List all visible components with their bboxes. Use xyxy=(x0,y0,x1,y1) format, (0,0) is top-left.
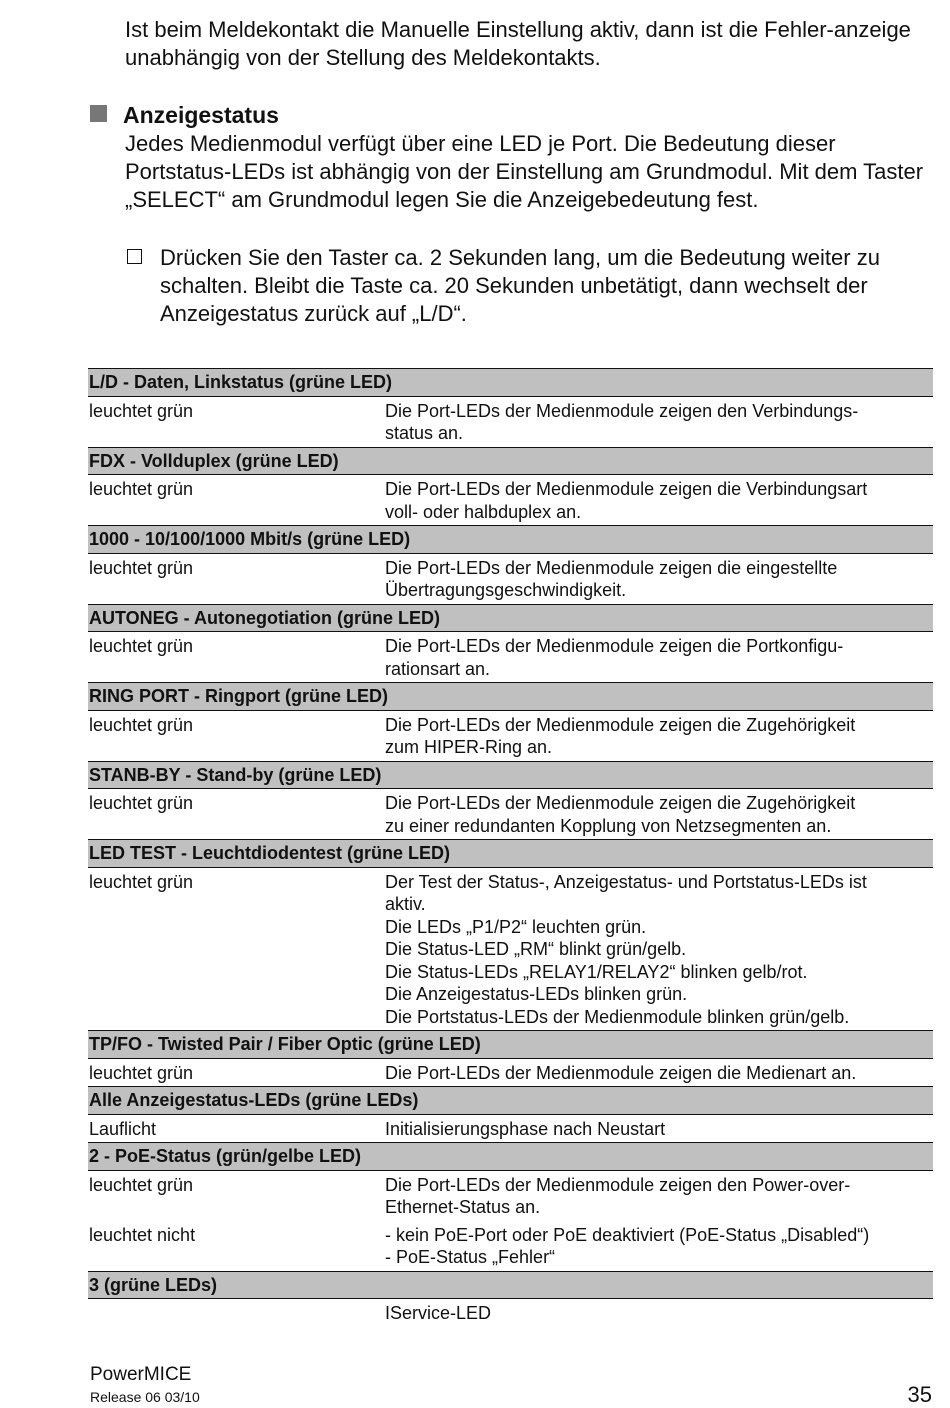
led-meaning-cell xyxy=(384,1058,933,1087)
table-group-header xyxy=(88,604,933,632)
group-header-cell: LED TEST - Leuchtdiodentest (grüne LED) xyxy=(88,840,933,868)
group-header-cell: 2 - PoE-Status (grün/gelbe LED) xyxy=(88,1143,933,1171)
meaning-line: Die LEDs „P1/P2“ leuchten grün. xyxy=(385,916,647,937)
group-header-cell: Alle Anzeigestatus-LEDs (grüne LEDs) xyxy=(88,1087,933,1115)
led-table-body xyxy=(88,369,933,1327)
led-meaning-cell xyxy=(384,789,933,840)
led-state-cell: leuchtet grün xyxy=(89,871,194,892)
led-meaning-cell xyxy=(384,396,933,447)
table-group-header xyxy=(88,761,933,789)
meaning-line: Die Portstatus-LEDs der Medienmodule blinken grün/gelb. xyxy=(385,1006,850,1027)
led-state-cell: leuchtet nicht xyxy=(89,1224,196,1245)
led-state-cell: leuchtet grün xyxy=(89,714,194,735)
instruction-step xyxy=(125,244,935,328)
meaning-line: - kein PoE-Port oder PoE deaktiviert (PoE-Status „Disabled“) xyxy=(385,1224,870,1245)
meaning-line: Die Status-LEDs „RELAY1/RELAY2“ blinken gelb/rot. xyxy=(385,961,808,982)
page-number: 35 xyxy=(907,1382,932,1407)
table-group-header xyxy=(88,447,933,475)
table-group-header xyxy=(88,840,933,868)
meaning-line: Die Port-LEDs der Medienmodule zeigen die Zugehörigkeit xyxy=(385,714,856,735)
led-meaning-cell xyxy=(384,1170,933,1221)
table-row xyxy=(88,867,933,1031)
table-row xyxy=(88,1299,933,1327)
table-row xyxy=(88,475,933,526)
table-group-header xyxy=(88,1087,933,1115)
meaning-line: - PoE-Status „Fehler“ xyxy=(385,1247,556,1267)
table-group-header xyxy=(88,526,933,554)
group-header-cell: RING PORT - Ringport (grüne LED) xyxy=(88,683,933,711)
group-header-cell: AUTONEG - Autonegotiation (grüne LED) xyxy=(88,604,933,632)
group-header-cell: STANB-BY - Stand-by (grüne LED) xyxy=(88,761,933,789)
led-state-cell: Lauflicht xyxy=(89,1118,157,1139)
table-row xyxy=(88,1114,933,1143)
table-group-header xyxy=(88,1143,933,1171)
checkbox-bullet-icon xyxy=(127,249,142,264)
instruction-text: Drücken Sie den Taster ca. 2 Sekunden lang, um die Bedeutung weiter zu schalten. Bleibt die Taste ca. 20 Sekunden unbetätigt, dann wechselt der Anzeigestatus zurück auf „L/D“. xyxy=(160,245,880,326)
meaning-line: Die Port-LEDs der Medienmodule zeigen die eingestellte xyxy=(385,557,838,578)
meaning-line: Initialisierungsphase nach Neustart xyxy=(385,1118,666,1139)
led-status-table xyxy=(88,368,933,1327)
meaning-line: Die Port-LEDs der Medienmodule zeigen die Medienart an. xyxy=(385,1062,857,1083)
table-group-header xyxy=(88,683,933,711)
meaning-line: Der Test der Status-, Anzeigestatus- und Portstatus-LEDs ist xyxy=(385,871,867,892)
table-row xyxy=(88,1058,933,1087)
meaning-line: rationsart an. xyxy=(385,658,491,679)
footer-release: Release 06 03/10 xyxy=(90,1389,200,1405)
led-meaning-cell xyxy=(384,1114,933,1143)
led-meaning-cell xyxy=(384,710,933,761)
led-state-cell: leuchtet grün xyxy=(89,557,194,578)
section-body-text: Jedes Medienmodul verfügt über eine LED je Port. Die Bedeutung dieser Portstatus-LEDs ist abhängig von der Einstellung am Grundmodul. Mit dem Taster „SELECT“ am Grundmodul legen Sie die Anzeigebedeutung fest. xyxy=(125,131,924,212)
led-state-cell: leuchtet grün xyxy=(89,1062,194,1083)
table-row xyxy=(88,632,933,683)
meaning-line: Übertragungsgeschwindigkeit. xyxy=(385,580,627,600)
led-state-cell: leuchtet grün xyxy=(89,1174,194,1195)
led-meaning-cell xyxy=(384,1221,933,1272)
led-state-cell: leuchtet grün xyxy=(89,400,194,421)
meaning-line: Die Port-LEDs der Medienmodule zeigen die Zugehörigkeit xyxy=(385,793,856,813)
table-group-header xyxy=(88,1031,933,1059)
square-bullet-icon xyxy=(90,105,107,122)
led-state-cell xyxy=(88,1299,384,1327)
meaning-line: IService-LED xyxy=(385,1303,492,1323)
meaning-line: status an. xyxy=(385,423,464,443)
group-header-cell: L/D - Daten, Linkstatus (grüne LED) xyxy=(88,369,933,397)
led-state-cell: leuchtet grün xyxy=(89,479,194,499)
led-meaning-cell xyxy=(384,632,933,683)
led-state-cell: leuchtet grün xyxy=(89,636,194,656)
meaning-line: voll- oder halbduplex an. xyxy=(385,501,582,522)
intro-text: Ist beim Meldekontakt die Manuelle Einstellung aktiv, dann ist die Fehler-anzeige unabhängig von der Stellung des Meldekontakts. xyxy=(125,17,911,70)
led-meaning-cell xyxy=(384,553,933,604)
led-state-cell: leuchtet grün xyxy=(89,793,194,813)
table-row xyxy=(88,553,933,604)
meaning-line: Die Port-LEDs der Medienmodule zeigen den Verbindungs- xyxy=(385,400,859,421)
meaning-line: Die Anzeigestatus-LEDs blinken grün. xyxy=(385,984,688,1004)
table-row xyxy=(88,789,933,840)
meaning-line: Die Status-LED „RM“ blinkt grün/gelb. xyxy=(385,939,687,959)
table-row xyxy=(88,1170,933,1221)
led-meaning-cell xyxy=(384,475,933,526)
table-group-header xyxy=(88,1271,933,1299)
group-header-cell: 3 (grüne LEDs) xyxy=(88,1271,933,1299)
led-meaning-cell xyxy=(384,867,933,1031)
section-body xyxy=(125,130,935,214)
table-group-header xyxy=(88,369,933,397)
meaning-line: zu einer redundanten Kopplung von Netzsegmenten an. xyxy=(385,815,832,836)
section-title: Anzeigestatus xyxy=(123,102,279,128)
meaning-line: aktiv. xyxy=(385,894,426,914)
meaning-line: Die Port-LEDs der Medienmodule zeigen den Power-over- xyxy=(385,1174,851,1195)
table-row xyxy=(88,1221,933,1272)
group-header-cell: 1000 - 10/100/1000 Mbit/s (grüne LED) xyxy=(88,526,933,554)
intro-paragraph xyxy=(125,16,935,72)
table-row xyxy=(88,710,933,761)
meaning-line: Ethernet-Status an. xyxy=(385,1197,541,1217)
table-row xyxy=(88,396,933,447)
section-heading xyxy=(90,101,279,129)
meaning-line: zum HIPER-Ring an. xyxy=(385,737,553,757)
group-header-cell: FDX - Vollduplex (grüne LED) xyxy=(88,447,933,475)
group-header-cell: TP/FO - Twisted Pair / Fiber Optic (grüne LED) xyxy=(88,1031,933,1059)
meaning-line: Die Port-LEDs der Medienmodule zeigen die Verbindungsart xyxy=(385,479,868,499)
led-meaning-cell xyxy=(384,1299,933,1327)
meaning-line: Die Port-LEDs der Medienmodule zeigen die Portkonfigu- xyxy=(385,636,844,656)
footer-product: PowerMICE xyxy=(90,1364,192,1385)
